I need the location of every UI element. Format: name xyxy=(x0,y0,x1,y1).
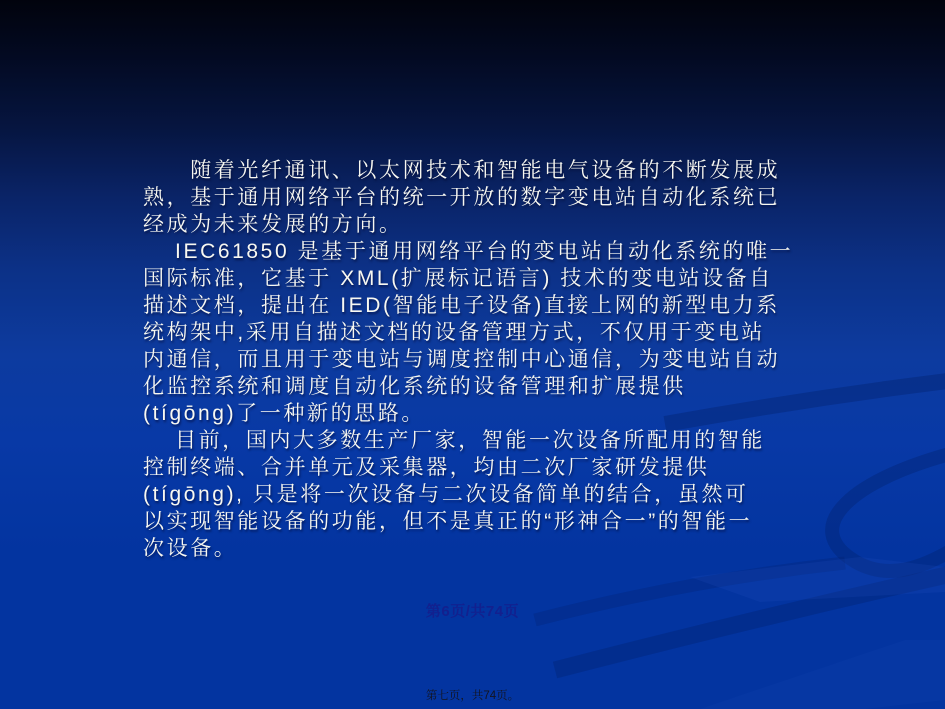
text-line: 经成为未来发展的方向。 xyxy=(143,213,403,236)
text-line: IEC61850 是基于通用网络平台的变电站自动化系统的唯一 xyxy=(143,240,794,263)
footer-page-caption: 第七页，共74页。 xyxy=(425,690,520,702)
slide-body-text xyxy=(143,157,843,562)
text-line: 国际标准，它基于 XML(扩展标记语言) 技术的变电站设备自 xyxy=(143,267,773,290)
text-line: 熟，基于通用网络平台的统一开放的数字变电站自动化系统已 xyxy=(143,186,781,209)
text-line: 控制终端、合并单元及采集器，均由二次厂家研发提供 xyxy=(143,456,710,479)
text-line: (tígōng)了一种新的思路。 xyxy=(143,402,425,425)
page-indicator: 第6页/共74页 xyxy=(425,603,520,620)
text-line: 化监控系统和调度自动化系统的设备管理和扩展提供 xyxy=(143,375,686,398)
text-line: (tígōng), 只是将一次设备与二次设备简单的结合，虽然可 xyxy=(143,483,749,506)
text-line: 目前，国内大多数生产厂家，智能一次设备所配用的智能 xyxy=(143,429,766,452)
text-line: 内通信，而且用于变电站与调度控制中心通信，为变电站自动 xyxy=(143,348,781,371)
text-line: 随着光纤通讯、以太网技术和智能电气设备的不断发展成 xyxy=(143,159,781,182)
text-line: 描述文档，提出在 IED(智能电子设备)直接上网的新型电力系 xyxy=(143,294,780,317)
text-line: 统构架中,采用自描述文档的设备管理方式，不仅用于变电站 xyxy=(143,321,766,344)
text-line: 以实现智能设备的功能，但不是真正的“形神合一”的智能一 xyxy=(143,510,753,533)
text-line: 次设备。 xyxy=(143,537,238,560)
